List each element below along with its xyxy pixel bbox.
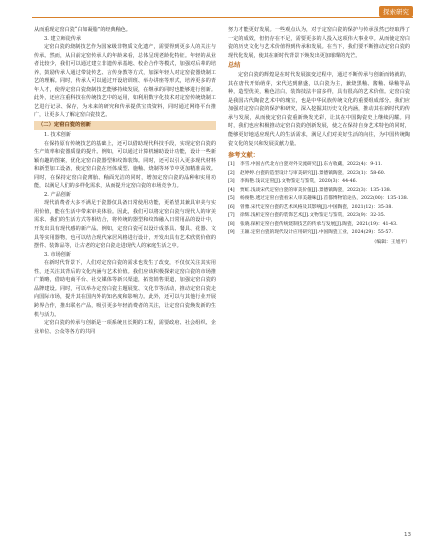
reference-number: [7] (228, 213, 235, 219)
reference-number: [4] (228, 187, 235, 193)
conclusion-title: 总结 (228, 62, 241, 70)
reference-number: [5] (228, 196, 235, 202)
reference-text: 贾虹.浅谈宋代定窑白瓷的审美价值[J].景德镇陶瓷，2022(3)：135-138. (240, 187, 392, 193)
page-number: 13 (404, 532, 411, 538)
paragraph-closing: 定窑白瓷的传承与创新是一项系统且长期的工程，需要政府、社会组织、企业单位、公众等各方的共同 (34, 320, 216, 335)
reference-item (228, 170, 410, 179)
reference-number: [6] (228, 204, 235, 210)
paragraph-continued: 努力才能更好发展。一些观点认为，对于定窑白瓷的保护与传承虽然已经取得了一定的成效，但仍存在不足，需要更多的人投入这项伟大事业中。从而使定窑白瓷的历史文化与艺术价值得到传承和发展。在当下，我们要不断推动定窑白瓷的现代化发展，使其在新时代背景下焕发出更加璀璨的光芒。 (228, 27, 410, 59)
reference-text: 徐辉.浅析定窑白瓷的装饰艺术[J].文物鉴定与鉴赏，2023(9)：32-35. (240, 213, 386, 219)
section-heading-innovation: （二）定窑白瓷的创新 (34, 121, 216, 130)
reference-text: 王颖.定窑白瓷的现代设计应用研究[J].中国陶瓷工业，2024(29)：55-57. (240, 230, 393, 236)
subheading-master-apprentice: 3. 建立师徒传承 (44, 35, 82, 42)
reference-item (228, 229, 410, 238)
reference-item (228, 212, 410, 221)
reference-text: 李雪.中国古代北方白瓷对外交流研究[J].东方收藏，2022(4)：9-11. (240, 162, 383, 168)
reference-number: [9] (228, 230, 235, 236)
references-list (228, 161, 410, 238)
section-tag: 探索研究 (379, 6, 413, 17)
reference-item (228, 178, 410, 187)
reference-text: 赵婷婷.白瓷的造型设计与审美研究[J].景德镇陶瓷，2023(1)：58-60. (240, 170, 386, 176)
reference-text: 杨俊艳.透过定窑白瓷看宋人审美趣味[J].首都博物馆论丛，2022(00)：135-138. (240, 196, 409, 202)
reference-item (228, 195, 410, 204)
reference-number: [1] (228, 162, 235, 168)
subheading-tech-innovation: 1. 技术创新 (44, 132, 71, 139)
paragraph-tech-innovation: 在保持原有传统技艺的基础上，还可以借助现代科技手段，实现定窑白瓷的生产效率和瓷器质量的提升。例如，可以通过计算机辅助设计功能，设计一些新颖有趣的图案，优化定窑白瓷器型和纹饰装饰。同时，还可以引入更多现代材料和新型加工设备，使定窑白瓷在坯体成型、施釉、烧制等环节中更加精准高效。同时，在保持定窑白瓷薄胎、釉面光洁的同时，增加定窑白瓷的品种和实用功能，以满足人们的多样化需求，从而提升定窑白瓷的市场竞争力。 (34, 140, 216, 190)
subheading-product-innovation: 2. 产品创新 (44, 191, 71, 198)
reference-text: 曾雅.宋代定窑白瓷的艺术风格及其影响[J].中国陶瓷，2021(12)：35-38. (240, 204, 393, 210)
reference-item (228, 221, 410, 230)
reference-text: 张晓.探析定窑白瓷传统烧制技艺的传承与发展[J].陶瓷，2021(19)：41-43. (240, 221, 398, 227)
intro-paragraph: 从而重现定窑白瓷“白如凝脂”的经典釉色。 (34, 27, 131, 33)
right-column (228, 26, 410, 247)
reference-item (228, 204, 410, 213)
paragraph-master-apprentice: 定窑白瓷的烧制技艺作为国家级非物质文化遗产，需要得到更多人的关注与传承。然而，从目前定窑传承人的年龄来看，总体呈现老龄化特征。年轻的从业者比较少，我们可以通过建立非遗传承基地、校企合作等模式，加强对后辈的培养，鼓励传承人通过带徒传艺、言传身教等方式，加深年轻人对定窑瓷器烧制工艺的理解。同时，传承人可以通过开设培训班、举办讲座等形式，培养更多的青年人才，使得定窑白瓷烧制技艺能够持续发展，在继承的同时也能够进行创新。此外，还应注重科技在传统技艺中的运用，如利用数字化技术对定窑传统烧制工艺进行记录、保存，为未来的研究和传承提供宝贵资料，同时通过网络平台推广，让更多人了解定窑白瓷技艺。 (34, 44, 216, 119)
paragraph-product-innovation: 现代消费者大多不满足于瓷器仅具备日常使用功能，更希望其兼具审美与实用价值，能在生活中带来审美体验。因此，我们可以将定窑白瓷与现代人的审美需求、我们的生活方式等相结合，将传统的器型和纹饰融入日常用品的设计中，开发出具有现代感的新产品。例如，定窑白瓷可以设计成茶具、餐具、花器、文具等实用器物，也可以结合现代家居风格进行设计，开发出具有艺术欣赏价值的摆件、装饰品等，让古老的定窑白瓷走进现代人的家庭生活之中。 (34, 200, 216, 250)
conclusion-paragraph: 定窑白瓷的辉煌是在时代发展演变过程中，通过不断传承与创新而铸就的，其在唐代开始萌芽，宋代达到鼎盛，以白瓷为主，兼烧黑釉、酱釉、绿釉等品种，造型优美，釉色洁白，装饰技法丰富多样，具有很高的艺术价值。定窑白瓷是我国古代陶瓷艺术中的瑰宝，也是中华民族传统文化的重要组成部分。我们应加强对定窑白瓷的保护和研究，深入挖掘其历史文化内涵，推动其在新时代的传承与发展，从而使定窑白瓷重新焕发光彩，让其在中国陶瓷史上继续闪耀。同时，我们也应积极推动定窑白瓷的创新发展，使之在保持自身艺术特色的同时，能够更好地适应现代人的生活需求，满足人们对美好生活的向往，为中国传统陶瓷文化的复兴和发展贡献力量。 (228, 72, 410, 147)
header-rule (32, 17, 413, 18)
subheading-market-innovation: 3. 市场创新 (44, 251, 71, 258)
reference-number: [8] (228, 221, 235, 227)
paragraph-market-innovation: 在新时代背景下，人们对定窑白瓷的需求也发生了改变，不仅仅关注其实用性，还关注其背后的文化内涵与艺术价值。我们应该积极探索定窑白瓷的市场推广策略，借助电商平台、社交媒体等新兴渠道，拓宽销售渠道，加强定窑白瓷的品牌建设。同时，可以举办定窑白瓷主题展览、文化节等活动，推动定窑白瓷走向国际市场，提升其在国内外的知名度和影响力。此外，还可以与其他行业开展跨界合作，推出联名产品，吸引更多年轻消费者的关注，让定窑白瓷焕发新的生机与活力。 (34, 260, 216, 318)
reference-item (228, 161, 410, 170)
reference-number: [3] (228, 179, 235, 185)
reference-number: [2] (228, 170, 235, 176)
left-column (34, 26, 216, 336)
reference-text: 李海艳.浅议定窑[J].文物鉴定与鉴赏，2020(3)：44-46. (240, 179, 358, 185)
references-title: 参考文献： (228, 152, 259, 160)
editor-credit: （编辑：王旭平） (371, 239, 410, 245)
reference-item (228, 187, 410, 196)
